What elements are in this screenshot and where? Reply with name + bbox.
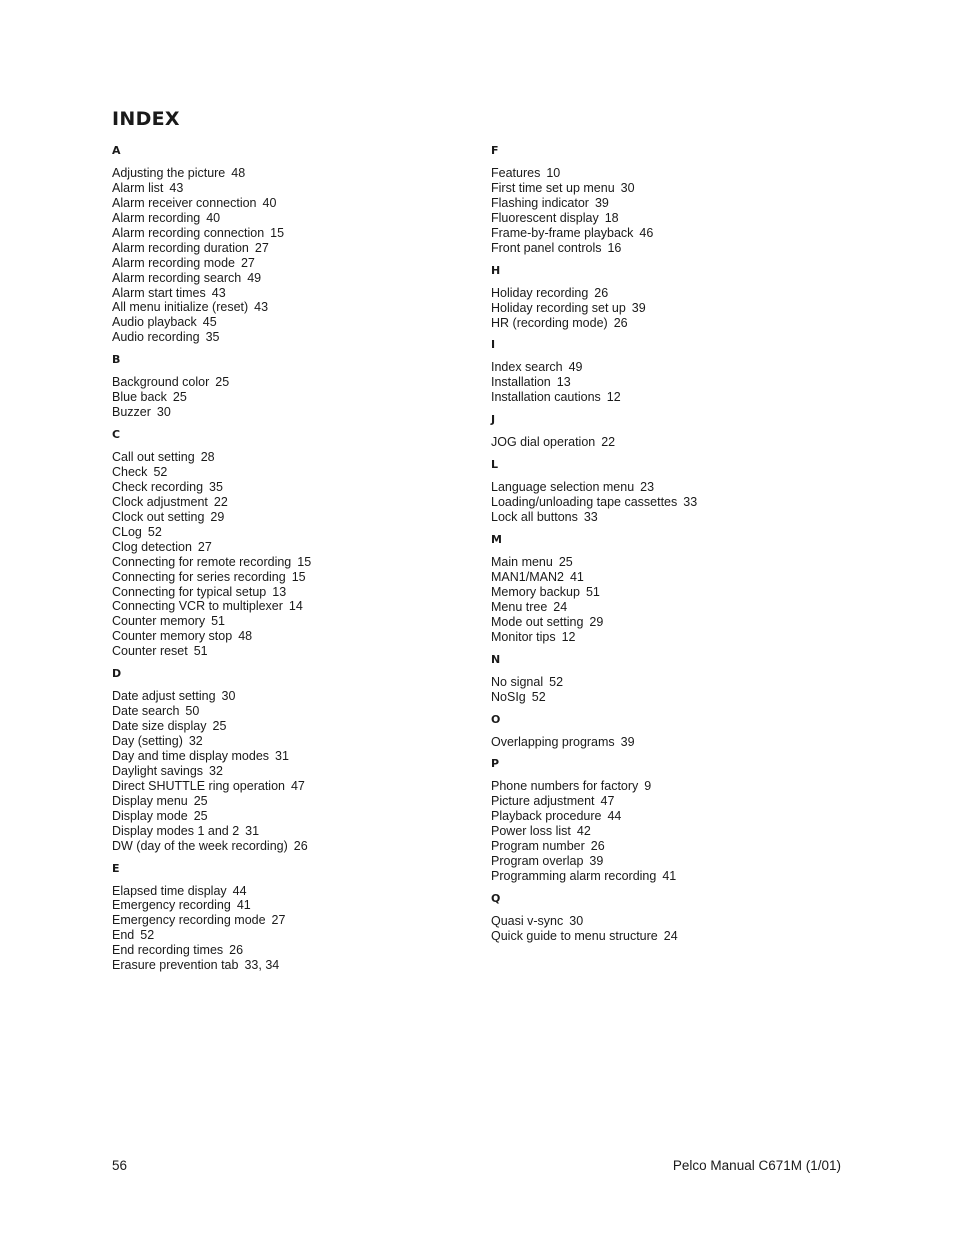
entry-pages: 16	[607, 240, 622, 255]
section-letter: N	[491, 652, 501, 666]
index-entry	[491, 809, 851, 824]
entry-pages: 40	[206, 210, 221, 225]
entry-pages: 51	[193, 644, 208, 659]
index-entry	[112, 241, 472, 256]
entry-term: Alarm recording	[112, 210, 201, 225]
entry-pages: 30	[569, 914, 584, 928]
entry-term: Power loss list	[491, 824, 571, 839]
index-section-q	[491, 888, 851, 944]
section-letter: C	[112, 428, 121, 442]
entry-pages: 33	[683, 495, 698, 510]
entry-pages: 45	[202, 315, 217, 330]
index-column-left	[112, 140, 472, 973]
section-letter: P	[491, 757, 500, 771]
index-entry	[112, 375, 472, 390]
index-entry	[491, 630, 851, 645]
index-entry	[112, 510, 472, 525]
section-letter: A	[112, 144, 121, 157]
entry-term: Quick guide to menu structure	[491, 928, 658, 943]
entry-pages: 30	[156, 405, 171, 420]
entry-term: Program overlap	[491, 854, 584, 869]
entry-pages: 23	[640, 480, 655, 495]
index-entry	[112, 809, 472, 824]
entry-term: Loading/unloading tape cassettes	[491, 495, 678, 510]
entry-pages: 39	[620, 734, 635, 749]
entry-term: Display mode	[112, 808, 188, 823]
index-entry	[112, 734, 472, 749]
entry-pages: 26	[613, 315, 628, 330]
entry-pages: 14	[288, 599, 303, 614]
entry-pages: 33, 34	[244, 958, 280, 973]
index-entry	[112, 749, 472, 764]
entry-term: Language selection menu	[491, 480, 635, 495]
index-column-right	[491, 140, 851, 944]
index-entry	[112, 196, 472, 211]
index-entry	[112, 300, 472, 315]
index-section-a	[112, 140, 472, 345]
page-title: INDEX	[112, 108, 180, 130]
entry-term: Connecting VCR to multiplexer	[112, 599, 283, 614]
entry-term: Counter memory stop	[112, 629, 233, 644]
entry-pages: 28	[200, 450, 215, 465]
entry-pages: 30	[620, 180, 635, 195]
entry-pages: 39	[589, 854, 604, 869]
index-entry	[112, 450, 472, 465]
entry-term: Alarm receiver connection	[112, 195, 257, 210]
index-entry	[112, 390, 472, 405]
entry-pages: 46	[639, 225, 654, 240]
entry-pages: 13	[556, 375, 571, 390]
entry-list	[112, 166, 472, 345]
index-entry	[112, 181, 472, 196]
entry-list	[112, 375, 472, 420]
index-entry	[491, 929, 851, 944]
entry-pages: 44	[607, 809, 622, 824]
index-entry	[491, 585, 851, 600]
entry-term: Programming alarm recording	[491, 869, 657, 884]
entry-pages: 31	[275, 748, 289, 763]
section-letter: M	[491, 533, 502, 546]
entry-pages: 52	[549, 674, 564, 689]
section-letter: L	[491, 458, 499, 472]
entry-pages: 51	[211, 614, 225, 629]
index-entry	[112, 286, 472, 301]
index-section-b	[112, 349, 472, 420]
entry-pages: 24	[663, 928, 678, 943]
entry-term: All menu initialize (reset)	[112, 300, 249, 315]
index-entry	[112, 166, 472, 181]
index-section-n	[491, 649, 851, 705]
entry-list	[491, 914, 851, 944]
entry-term: Buzzer	[112, 405, 151, 420]
index-section-c	[112, 424, 472, 659]
entry-pages: 40	[262, 195, 277, 210]
index-entry	[491, 241, 851, 256]
entry-pages: 41	[569, 569, 584, 584]
index-entry	[491, 211, 851, 226]
index-section-h	[491, 260, 851, 331]
section-letter: I	[491, 338, 496, 352]
entry-pages: 25	[558, 555, 573, 569]
entry-term: DW (day of the week recording)	[112, 838, 288, 853]
entry-pages: 10	[546, 166, 561, 180]
entry-pages: 43	[211, 285, 226, 300]
entry-term: Adjusting the picture	[112, 166, 226, 180]
entry-pages: 27	[271, 913, 286, 928]
entry-term: Day (setting)	[112, 734, 183, 748]
entry-term: CLog	[112, 524, 142, 539]
index-entry	[112, 226, 472, 241]
entry-term: MAN1/MAN2	[491, 569, 564, 584]
entry-pages: 51	[585, 584, 600, 599]
index-entry	[491, 615, 851, 630]
entry-pages: 42	[576, 824, 591, 839]
entry-pages: 52	[153, 465, 168, 479]
entry-pages: 33	[583, 510, 598, 525]
entry-term: Playback procedure	[491, 809, 602, 824]
entry-pages: 22	[601, 435, 616, 450]
index-entry	[491, 824, 851, 839]
entry-pages: 39	[631, 300, 646, 315]
entry-list	[491, 286, 851, 331]
index-entry	[491, 600, 851, 615]
entry-pages: 48	[231, 166, 246, 180]
entry-pages: 52	[147, 524, 162, 539]
entry-pages: 27	[197, 539, 212, 554]
index-entry	[112, 794, 472, 809]
entry-pages: 52	[140, 928, 155, 943]
index-section-d	[112, 663, 472, 853]
index-entry	[112, 719, 472, 734]
entry-term: Alarm recording connection	[112, 225, 265, 240]
index-entry	[491, 839, 851, 854]
entry-term: Installation	[491, 375, 551, 390]
index-entry	[112, 913, 472, 928]
entry-term: HR (recording mode)	[491, 315, 608, 330]
entry-term: Connecting for remote recording	[112, 554, 292, 569]
index-entry	[491, 495, 851, 510]
entry-pages: 15	[297, 554, 312, 569]
entry-list	[491, 166, 851, 256]
entry-term: Alarm start times	[112, 285, 206, 300]
entry-term: Clock adjustment	[112, 494, 208, 509]
entry-pages: 24	[553, 599, 568, 614]
entry-term: Clog detection	[112, 539, 192, 554]
entry-list	[491, 735, 851, 750]
index-entry	[112, 689, 472, 704]
entry-term: No signal	[491, 674, 544, 689]
entry-term: Installation cautions	[491, 390, 601, 405]
index-entry	[112, 644, 472, 659]
entry-term: Program number	[491, 839, 585, 854]
entry-term: Daylight savings	[112, 763, 204, 778]
entry-term: Alarm list	[112, 180, 164, 195]
index-entry	[112, 884, 472, 899]
entry-term: Main menu	[491, 555, 553, 569]
entry-term: End	[112, 928, 135, 943]
entry-term: Index search	[491, 360, 563, 375]
index-section-p	[491, 753, 851, 884]
entry-term: Mode out setting	[491, 614, 584, 629]
entry-term: Flashing indicator	[491, 195, 589, 210]
index-entry	[491, 181, 851, 196]
entry-term: Overlapping programs	[491, 734, 615, 749]
entry-pages: 25	[212, 719, 227, 734]
index-entry	[491, 375, 851, 390]
entry-term: Elapsed time display	[112, 883, 227, 898]
index-entry	[491, 316, 851, 331]
section-letter: E	[112, 861, 120, 875]
index-entry	[491, 555, 851, 570]
index-section-m	[491, 529, 851, 645]
section-letter: H	[491, 263, 501, 277]
entry-term: Alarm recording search	[112, 270, 242, 285]
entry-pages: 32	[209, 763, 223, 778]
entry-pages: 26	[229, 943, 244, 958]
index-section-i	[491, 334, 851, 405]
index-entry	[491, 570, 851, 585]
section-letter: D	[112, 667, 122, 681]
entry-list	[112, 884, 472, 974]
entry-pages: 29	[589, 614, 604, 629]
index-entry	[112, 570, 472, 585]
index-entry	[491, 735, 851, 750]
index-entry	[112, 256, 472, 271]
entry-term: Date adjust setting	[112, 689, 216, 704]
index-entry	[112, 495, 472, 510]
entry-pages: 15	[270, 225, 285, 240]
entry-term: Display modes 1 and 2	[112, 823, 240, 838]
index-entry	[491, 779, 851, 794]
entry-term: NoSIg	[491, 689, 526, 704]
index-entry	[491, 196, 851, 211]
entry-term: Lock all buttons	[491, 510, 578, 525]
section-letter: B	[112, 353, 121, 367]
index-entry	[491, 301, 851, 316]
entry-pages: 43	[169, 180, 184, 195]
index-entry	[112, 480, 472, 495]
entry-pages: 50	[185, 704, 200, 719]
entry-pages: 26	[594, 285, 609, 300]
entry-term: Alarm recording duration	[112, 240, 249, 255]
section-letter: J	[491, 413, 496, 427]
entry-list	[491, 675, 851, 705]
index-entry	[112, 271, 472, 286]
entry-list	[491, 779, 851, 884]
index-entry	[491, 675, 851, 690]
entry-pages: 25	[193, 793, 208, 808]
index-entry	[112, 943, 472, 958]
entry-pages: 41	[236, 898, 251, 913]
index-entry	[112, 629, 472, 644]
page-number: 56	[112, 1158, 128, 1173]
entry-term: JOG dial operation	[491, 435, 596, 450]
entry-pages: 47	[600, 794, 615, 809]
entry-pages: 30	[221, 689, 236, 704]
index-entry	[112, 525, 472, 540]
entry-term: Holiday recording set up	[491, 300, 626, 315]
entry-pages: 25	[215, 375, 230, 390]
entry-term: Connecting for series recording	[112, 569, 286, 584]
entry-term: Emergency recording	[112, 898, 231, 913]
entry-term: Monitor tips	[491, 629, 556, 644]
entry-term: Alarm recording mode	[112, 255, 235, 270]
entry-pages: 41	[662, 869, 677, 884]
index-section-l	[491, 454, 851, 525]
index-entry	[112, 824, 472, 839]
entry-pages: 26	[293, 838, 308, 853]
index-entry	[491, 226, 851, 241]
entry-pages: 31	[245, 823, 260, 838]
index-entry	[491, 914, 851, 929]
index-entry	[112, 958, 472, 973]
entry-term: Picture adjustment	[491, 794, 595, 809]
entry-term: Fluorescent display	[491, 210, 599, 225]
index-entry	[491, 435, 851, 450]
index-entry	[112, 839, 472, 854]
entry-pages: 9	[644, 779, 652, 794]
entry-pages: 15	[291, 569, 306, 584]
entry-term: Clock out setting	[112, 509, 205, 524]
entry-term: Connecting for typical setup	[112, 584, 267, 599]
entry-list	[491, 360, 851, 405]
entry-term: Audio recording	[112, 330, 200, 345]
entry-pages: 32	[188, 734, 203, 748]
index-entry	[491, 360, 851, 375]
entry-term: Blue back	[112, 390, 167, 405]
index-entry	[491, 390, 851, 405]
entry-pages: 35	[205, 330, 220, 345]
entry-list	[491, 480, 851, 525]
entry-term: Quasi v-sync	[491, 914, 564, 928]
section-letter: O	[491, 712, 501, 726]
entry-pages: 12	[561, 629, 576, 644]
index-entry	[491, 480, 851, 495]
section-letter: Q	[491, 892, 501, 905]
entry-term: Check	[112, 465, 148, 479]
index-entry	[491, 794, 851, 809]
index-entry	[112, 211, 472, 226]
entry-pages: 47	[290, 778, 305, 793]
index-entry	[491, 166, 851, 181]
manual-reference: Pelco Manual C671M (1/01)	[672, 1158, 841, 1173]
index-entry	[112, 614, 472, 629]
entry-term: Background color	[112, 375, 210, 390]
entry-term: Menu tree	[491, 599, 548, 614]
entry-term: Front panel controls	[491, 240, 602, 255]
entry-term: Emergency recording mode	[112, 913, 266, 928]
index-entry	[491, 286, 851, 301]
entry-term: Call out setting	[112, 450, 195, 465]
index-section-j	[491, 409, 851, 450]
entry-term: Check recording	[112, 479, 204, 494]
entry-list	[491, 555, 851, 645]
entry-pages: 35	[209, 479, 223, 494]
index-entry	[112, 599, 472, 614]
entry-term: Phone numbers for factory	[491, 779, 639, 794]
index-entry	[491, 854, 851, 869]
index-entry	[491, 510, 851, 525]
index-entry	[112, 555, 472, 570]
entry-pages: 22	[213, 494, 228, 509]
index-entry	[112, 779, 472, 794]
index-entry	[112, 540, 472, 555]
entry-term: Erasure prevention tab	[112, 958, 239, 973]
entry-pages: 39	[594, 195, 609, 210]
index-entry	[491, 690, 851, 705]
entry-pages: 25	[193, 808, 208, 823]
section-letter: F	[491, 144, 499, 157]
index-entry	[112, 764, 472, 779]
entry-term: Date search	[112, 704, 180, 719]
entry-list	[491, 435, 851, 450]
entry-pages: 26	[590, 839, 605, 854]
entry-term: Display menu	[112, 793, 188, 808]
entry-pages: 52	[531, 689, 546, 704]
index-section-e	[112, 858, 472, 974]
index-entry	[112, 330, 472, 345]
entry-pages: 43	[254, 300, 269, 315]
entry-term: Holiday recording	[491, 285, 589, 300]
entry-term: Counter memory	[112, 614, 206, 629]
entry-pages: 29	[210, 509, 225, 524]
entry-term: Date size display	[112, 719, 207, 734]
entry-term: First time set up menu	[491, 180, 615, 195]
entry-term: End recording times	[112, 943, 224, 958]
entry-term: Direct SHUTTLE ring operation	[112, 778, 285, 793]
index-entry	[491, 869, 851, 884]
entry-pages: 49	[247, 270, 262, 285]
entry-pages: 27	[254, 240, 269, 255]
entry-pages: 25	[172, 390, 187, 405]
entry-term: Counter reset	[112, 644, 188, 659]
entry-pages: 18	[604, 210, 619, 225]
entry-term: Audio playback	[112, 315, 197, 330]
entry-term: Memory backup	[491, 584, 580, 599]
index-entry	[112, 704, 472, 719]
entry-list	[112, 450, 472, 659]
entry-pages: 49	[568, 360, 583, 375]
entry-term: Frame-by-frame playback	[491, 225, 634, 240]
index-entry	[112, 928, 472, 943]
index-entry	[112, 898, 472, 913]
entry-pages: 12	[606, 390, 621, 405]
index-entry	[112, 585, 472, 600]
entry-term: Day and time display modes	[112, 748, 270, 763]
index-section-o	[491, 709, 851, 750]
entry-pages: 27	[240, 255, 255, 270]
index-entry	[112, 405, 472, 420]
index-section-f	[491, 140, 851, 256]
index-entry	[112, 315, 472, 330]
entry-term: Features	[491, 166, 541, 180]
entry-pages: 13	[272, 584, 287, 599]
index-entry	[112, 465, 472, 480]
entry-pages: 44	[232, 883, 247, 898]
entry-list	[112, 689, 472, 853]
entry-pages: 48	[238, 629, 253, 644]
